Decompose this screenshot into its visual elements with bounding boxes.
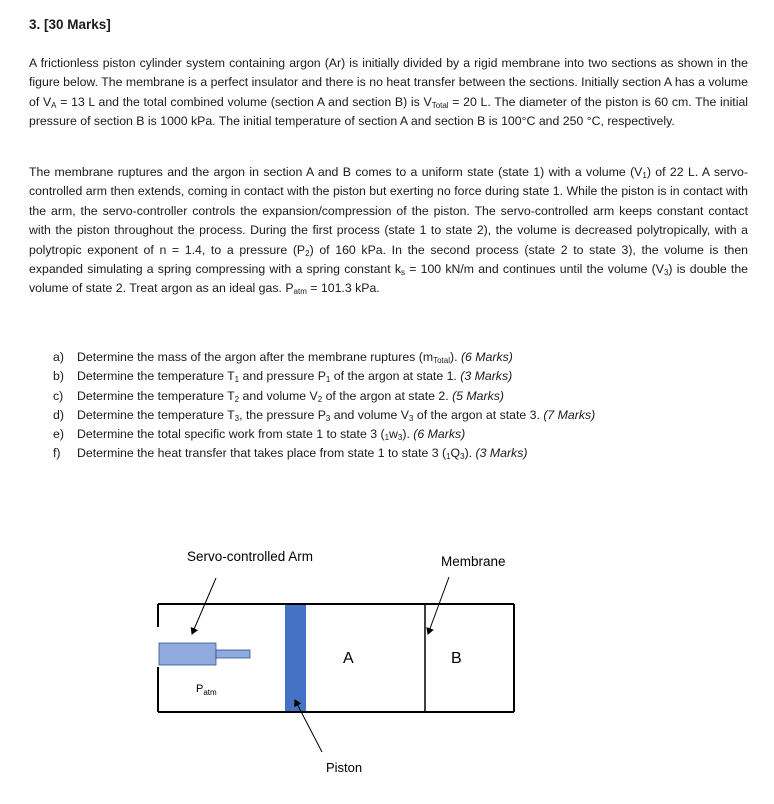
- part-sub: 1: [234, 375, 240, 385]
- paragraph1-text-1: A frictionless piston cylinder system containing argon (Ar) is initially divided by a rigid membrane into two sections as shown in the figure below. The membrane is a perfect insulator and there is no heat transfer between the sections. Initially section A has a volume of V: [29, 56, 748, 109]
- part-text: ).: [464, 446, 476, 461]
- part-text: of the argon at state 1.: [330, 369, 461, 384]
- part-text: of the argon at state 2.: [322, 388, 453, 403]
- part-letter: b): [53, 369, 64, 384]
- part-letter: a): [53, 350, 64, 364]
- paragraph2-text-2: ) of 22 L. A servo-controlled arm then extends, coming in contact with the piston but exerting no force during state 1. While the piston is in contact with the arm, the servo-controller controls the expansion/compression of the piston. The servo-controlled arm keeps constant contact with the piston throughout the process. During the first process (state 1 to state 2), the volume is decreased polytropically, with a polytropic exponent of n = 1.4, to a pressure (P: [29, 165, 748, 257]
- part-marks: (3 Marks): [475, 446, 528, 461]
- part-text: Determine the heat transfer that takes place from state 1 to state 3 (: [77, 446, 447, 461]
- paragraph2-text-5: ) is double the volume of state 2. Treat argon as an ideal gas. P: [29, 262, 748, 296]
- part-text: Determine the temperature T: [77, 407, 235, 422]
- paragraph2-text-3: ) of 160 kPa. In the second process (state 2 to state 3), the volume is then expanded simulating a spring compressing with a spring constant k: [29, 242, 748, 277]
- part-letter: c): [53, 388, 64, 403]
- servo-arm-label: Servo-controlled Arm: [187, 549, 314, 564]
- part-sub: Total: [433, 356, 450, 365]
- part-text: and volume V: [330, 407, 409, 422]
- part-marks: (7 Marks): [543, 407, 596, 422]
- part-text: Q: [450, 446, 461, 461]
- patm-label-sub: atm: [203, 688, 217, 697]
- paragraph2-text-6: = 101.3 kPa.: [306, 281, 380, 296]
- part-text: and volume V: [239, 388, 318, 403]
- arm-leader-arrow: [192, 578, 216, 634]
- paragraph2-text-1: The membrane ruptures and the argon in section A and B comes to a uniform state (state 1) with a volume (V: [29, 165, 643, 179]
- part-text: , the pressure P: [239, 407, 326, 422]
- part-text: ).: [450, 350, 461, 364]
- paragraph2-sub-1: 1: [642, 171, 647, 180]
- part-sub: 3: [460, 452, 465, 462]
- piston: [285, 605, 306, 711]
- part-marks: (5 Marks): [452, 388, 504, 403]
- question-heading: 3. [30 Marks]: [29, 17, 111, 32]
- part-text: w: [389, 427, 398, 442]
- paragraph2-sub-4: 3: [663, 268, 669, 278]
- section-a-label: A: [343, 650, 354, 667]
- part-marks: (6 Marks): [413, 427, 466, 442]
- servo-arm-rod: [216, 650, 250, 658]
- part-text: Determine the temperature T: [77, 369, 235, 384]
- part-letter: f): [53, 446, 61, 461]
- paragraph1-sub-2: Total: [431, 100, 449, 110]
- patm-label: [196, 683, 217, 697]
- part-sub: 3: [397, 433, 403, 443]
- part-marks: (3 Marks): [460, 369, 513, 384]
- paragraph1-text-3: = 20 L. The diameter of the piston is 60 cm. The initial pressure of section B is 1000 kPa. The initial temperature of section A and section B is 100°C and 250 °C, respectively.: [29, 94, 749, 129]
- part-sub: 3: [325, 413, 331, 423]
- part-text: Determine the mass of the argon after the membrane ruptures (m: [77, 350, 434, 364]
- part-text: and pressure P: [239, 369, 326, 384]
- patm-label-main: P: [196, 683, 204, 695]
- part-text: Determine the total specific work from state 1 to state 3 (: [77, 427, 385, 442]
- paragraph2-sub-2: 2: [305, 248, 310, 258]
- section-b-label: B: [451, 650, 462, 667]
- membrane-leader-arrow: [428, 577, 449, 634]
- paragraph2-sub-3: s: [401, 268, 406, 278]
- piston-label: Piston: [326, 760, 363, 775]
- part-text: ).: [402, 427, 414, 442]
- part-sub: 1: [446, 452, 451, 462]
- membrane-label: Membrane: [441, 554, 506, 569]
- part-text: of the argon at state 3.: [413, 407, 544, 422]
- paragraph2-text-4: = 100 kN/m and continues until the volume (V: [405, 262, 664, 277]
- part-letter: e): [53, 427, 64, 442]
- paragraph1-text-2: = 13 L and the total combined volume (section A and section B) is V: [56, 94, 432, 109]
- part-sub: 3: [408, 413, 414, 423]
- part-text: Determine the temperature T: [77, 388, 235, 403]
- piston-leader-arrow: [295, 700, 322, 752]
- paragraph1-sub-1: A: [51, 100, 57, 110]
- servo-arm-body: [159, 643, 216, 665]
- part-sub: 2: [317, 394, 323, 404]
- part-letter: d): [53, 407, 64, 422]
- paragraph2-sub-5: atm: [293, 287, 307, 297]
- part-marks: (6 Marks): [460, 350, 513, 364]
- part-sub: 2: [234, 394, 240, 404]
- part-sub: 1: [384, 433, 390, 443]
- part-sub: 3: [234, 413, 240, 423]
- part-sub: 1: [325, 375, 331, 385]
